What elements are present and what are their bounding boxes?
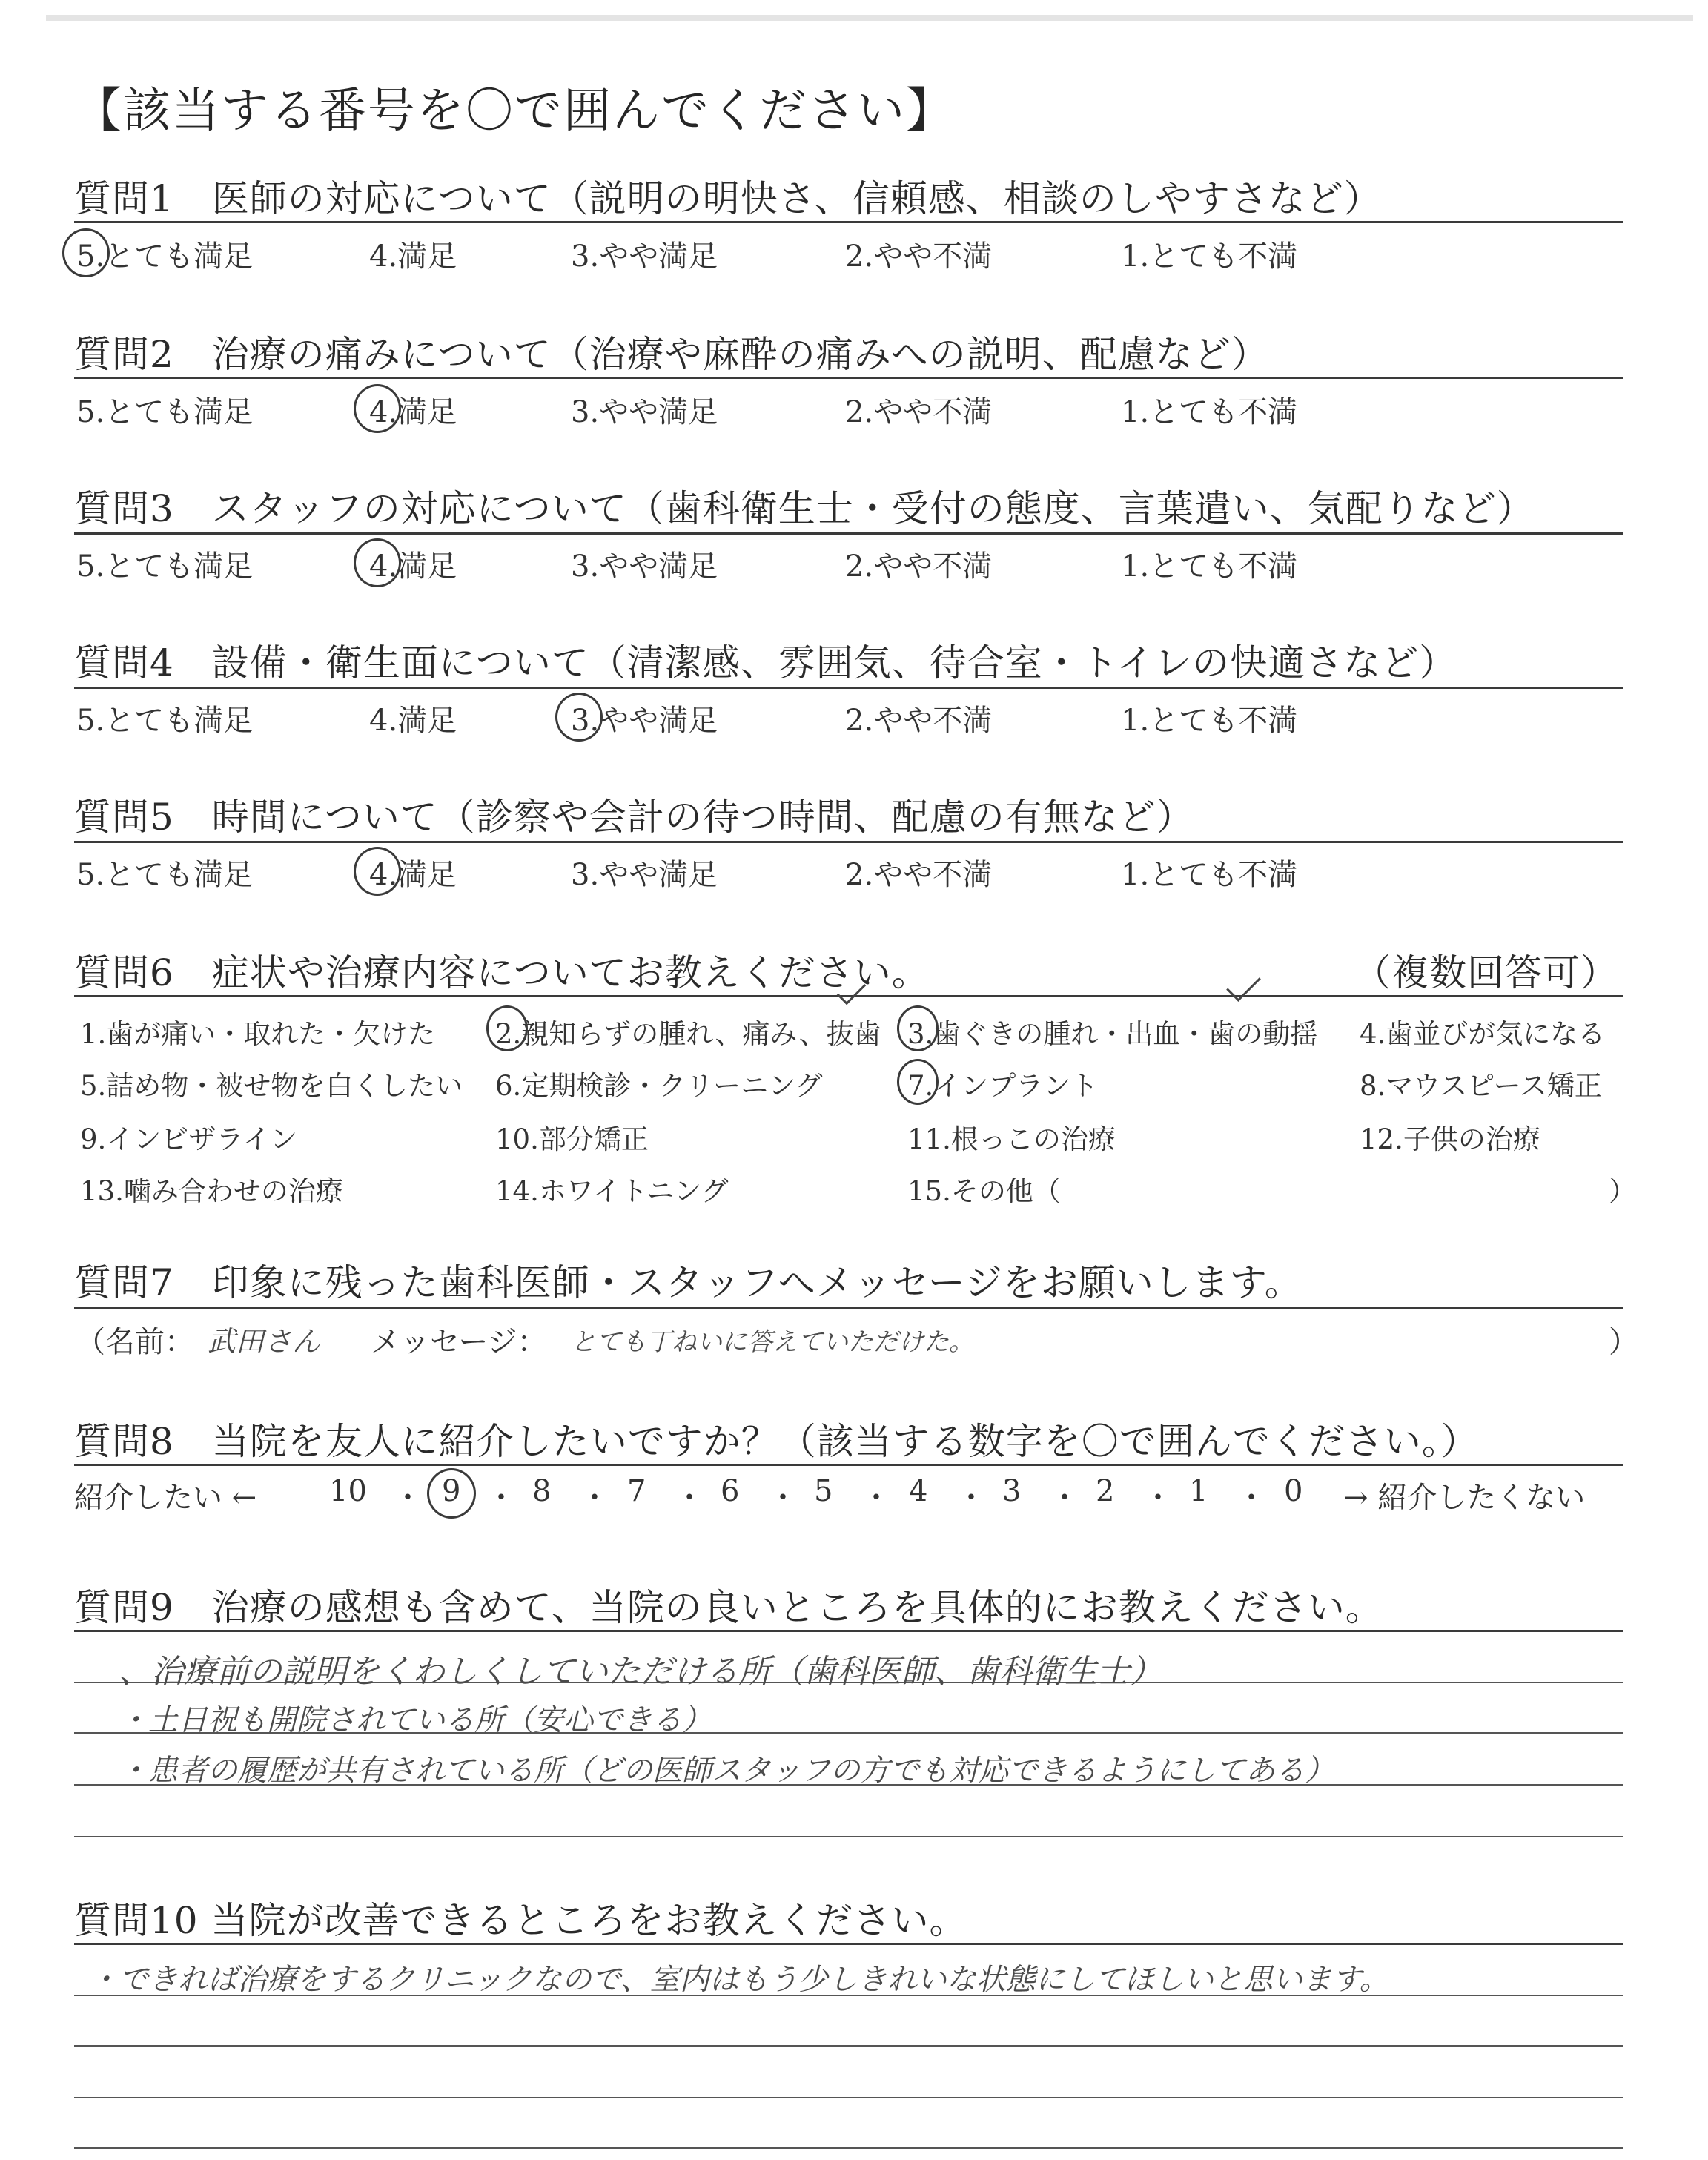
q8-scale-5[interactable]: 5	[814, 1474, 833, 1508]
question-4-rule	[74, 687, 1623, 689]
q2-option-2[interactable]: 2.やや不満	[845, 395, 993, 429]
q5-option-3[interactable]: 3.やや満足	[571, 858, 718, 892]
q9-answer-line-2[interactable]: ・土日祝も開院されている所（安心できる）	[119, 1703, 712, 1737]
question-3-label: 質問3 スタッフの対応について（歯科衛生士・受付の態度、言葉遣い、気配りなど）	[74, 487, 1535, 530]
q10-writing-line	[74, 2147, 1623, 2149]
q5-option-4[interactable]: 4.満足	[369, 858, 457, 892]
q4-option-1[interactable]: 1.とても不満	[1121, 704, 1298, 738]
q6-option-11[interactable]: 11.根っこの治療	[907, 1123, 1116, 1155]
q1-option-1[interactable]: 1.とても不満	[1121, 240, 1298, 274]
q6-option-15[interactable]: 15.その他（	[907, 1175, 1061, 1207]
question-5-label: 質問5 時間について（診察や会計の待つ時間、配慮の有無など）	[74, 796, 1194, 839]
q9-answer-line-3[interactable]: ・患者の履歴が共有されている所（どの医師スタッフの方でも対応できるようにしてある）	[119, 1754, 1334, 1788]
q6-selection-circle-7	[897, 1059, 939, 1105]
question-10-label: 質問10 当院が改善できるところをお教えください。	[74, 1899, 967, 1942]
question-3-rule	[74, 532, 1623, 535]
q8-right-label: → 紹介したくない	[1343, 1481, 1586, 1515]
q4-option-5[interactable]: 5.とても満足	[76, 704, 254, 738]
q6-option-13[interactable]: 13.噛み合わせの治療	[80, 1175, 343, 1207]
question-9-label: 質問9 治療の感想も含めて、当院の良いところを具体的にお教えください。	[74, 1586, 1383, 1629]
q8-separator-dots: ・	[1237, 1481, 1266, 1515]
q2-option-4[interactable]: 4.満足	[369, 395, 457, 429]
q8-separator-dots: ・	[1143, 1481, 1173, 1515]
q6-option-14[interactable]: 14.ホワイトニング	[495, 1175, 729, 1207]
q3-option-4[interactable]: 4.満足	[369, 549, 457, 584]
q3-option-2[interactable]: 2.やや不満	[845, 549, 993, 584]
q1-selection-circle	[62, 228, 110, 277]
q9-writing-line	[74, 1836, 1623, 1837]
q6-selection-circle-3	[897, 1005, 939, 1051]
q8-separator-dots: ・	[956, 1481, 986, 1515]
q8-scale-2[interactable]: 2	[1096, 1474, 1115, 1508]
q7-message-label: メッセージ：	[371, 1325, 547, 1359]
q6-option-4[interactable]: 4.歯並びが気になる	[1360, 1018, 1606, 1050]
q6-option-8[interactable]: 8.マウスピース矯正	[1360, 1070, 1602, 1102]
question-10-rule	[74, 1943, 1623, 1945]
q4-selection-circle	[555, 693, 603, 742]
q4-option-3[interactable]: 3.やや満足	[571, 704, 718, 738]
q6-option-3[interactable]: 3.歯ぐきの腫れ・出血・歯の動揺	[907, 1018, 1318, 1050]
q3-option-1[interactable]: 1.とても不満	[1121, 549, 1298, 584]
question-7-rule	[74, 1307, 1623, 1309]
q4-option-2[interactable]: 2.やや不満	[845, 704, 993, 738]
q7-name-label: （名前：	[76, 1325, 194, 1359]
q5-option-2[interactable]: 2.やや不満	[845, 858, 993, 892]
q8-scale-6[interactable]: 6	[721, 1474, 740, 1508]
question-8-rule	[74, 1464, 1623, 1466]
q5-selection-circle	[354, 847, 401, 896]
q6-option-2[interactable]: 2.親知らずの腫れ、痛み、抜歯	[495, 1018, 881, 1050]
q8-scale-1[interactable]: 1	[1189, 1474, 1208, 1508]
q8-selection-circle	[427, 1468, 476, 1519]
question-2-label: 質問2 治療の痛みについて（治療や麻酔の痛みへの説明、配慮など）	[74, 333, 1269, 376]
q4-option-4[interactable]: 4.満足	[369, 704, 457, 738]
question-6-note: （複数回答可）	[1354, 951, 1618, 994]
q3-selection-circle	[354, 538, 401, 587]
q9-answer-line-1[interactable]: 、治療前の説明をくわしくしていただける所（歯科医師、歯科衛生士）	[119, 1653, 1162, 1691]
q6-option-6[interactable]: 6.定期検診・クリーニング	[495, 1070, 823, 1102]
q8-scale-9[interactable]: 9	[442, 1474, 461, 1508]
q6-option-7[interactable]: 7.インプラント	[907, 1070, 1099, 1102]
q6-option-10[interactable]: 10.部分矯正	[495, 1123, 649, 1155]
q10-answer-line-1[interactable]: ・できれば治療をするクリニックなので、室内はもう少しきれいな状態にしてほしいと思います。	[89, 1963, 1389, 1997]
question-5-rule	[74, 841, 1623, 843]
q8-left-label: 紹介したい ←	[74, 1481, 257, 1515]
q8-scale-0[interactable]: 0	[1284, 1474, 1303, 1508]
question-1-rule	[74, 221, 1623, 223]
q7-name-handwritten[interactable]: 武田さん	[208, 1325, 321, 1358]
page-title: 【該当する番号を〇で囲んでください】	[74, 84, 955, 139]
question-1-label: 質問1 医師の対応について（説明の明快さ、信頼感、相談のしやすさなど）	[74, 177, 1382, 220]
q6-option-5[interactable]: 5.詰め物・被せ物を白くしたい	[80, 1070, 463, 1102]
q6-option-12[interactable]: 12.子供の治療	[1360, 1123, 1540, 1155]
q2-option-5[interactable]: 5.とても満足	[76, 395, 254, 429]
q1-option-4[interactable]: 4.満足	[369, 240, 457, 274]
q10-writing-line	[74, 2097, 1623, 2098]
q8-scale-10[interactable]: 10	[329, 1474, 367, 1508]
q7-close-paren: ）	[1609, 1325, 1638, 1359]
q6-selection-circle-2	[486, 1005, 528, 1051]
q6-option-1[interactable]: 1.歯が痛い・取れた・欠けた	[80, 1018, 436, 1050]
q5-option-1[interactable]: 1.とても不満	[1121, 858, 1298, 892]
q10-writing-line	[74, 2045, 1623, 2047]
q8-separator-dots: ・	[393, 1481, 423, 1515]
q8-separator-dots: ・	[861, 1481, 891, 1515]
question-2-rule	[74, 377, 1623, 379]
q6-other-close-paren: ）	[1609, 1175, 1636, 1207]
q5-option-5[interactable]: 5.とても満足	[76, 858, 254, 892]
q2-option-3[interactable]: 3.やや満足	[571, 395, 718, 429]
question-6-label: 質問6 症状や治療内容についてお教えください。	[74, 951, 930, 994]
q6-option-9[interactable]: 9.インビザライン	[80, 1123, 298, 1155]
scan-top-edge	[46, 15, 1693, 21]
q3-option-5[interactable]: 5.とても満足	[76, 549, 254, 584]
q2-option-1[interactable]: 1.とても不満	[1121, 395, 1298, 429]
q3-option-3[interactable]: 3.やや満足	[571, 549, 718, 584]
q2-selection-circle	[354, 384, 401, 433]
question-8-label: 質問8 当院を友人に紹介したいですか？（該当する数字を〇で囲んでください。）	[74, 1420, 1479, 1463]
question-7-label: 質問7 印象に残った歯科医師・スタッフへメッセージをお願いします。	[74, 1261, 1302, 1304]
q8-scale-4[interactable]: 4	[909, 1474, 928, 1508]
q1-option-3[interactable]: 3.やや満足	[571, 240, 718, 274]
question-4-label: 質問4 設備・衛生面について（清潔感、雰囲気、待合室・トイレの快適さなど）	[74, 641, 1457, 684]
q8-separator-dots: ・	[486, 1481, 516, 1515]
question-9-rule	[74, 1630, 1623, 1632]
q7-message-handwritten[interactable]: とても丁ねいに答えていただけた。	[571, 1327, 974, 1357]
q8-scale-7[interactable]: 7	[627, 1474, 646, 1508]
q8-separator-dots: ・	[580, 1481, 609, 1515]
q8-separator-dots: ・	[675, 1481, 704, 1515]
q8-scale-3[interactable]: 3	[1002, 1474, 1022, 1508]
q8-separator-dots: ・	[768, 1481, 798, 1515]
q8-separator-dots: ・	[1050, 1481, 1079, 1515]
q8-scale-8[interactable]: 8	[532, 1474, 552, 1508]
q1-option-2[interactable]: 2.やや不満	[845, 240, 993, 274]
q1-option-5[interactable]: 5.とても満足	[76, 240, 254, 274]
